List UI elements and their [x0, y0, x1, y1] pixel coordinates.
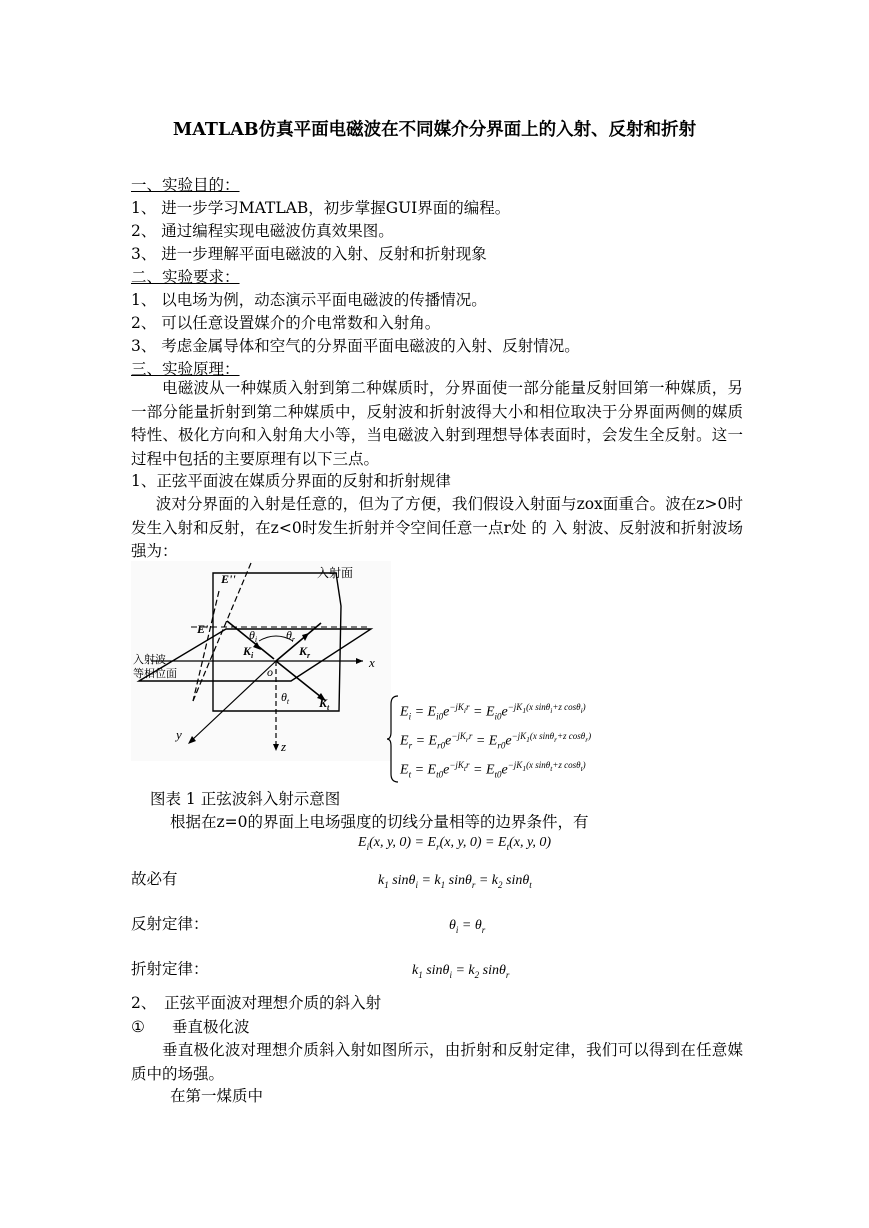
- subsection-1-paragraph: 波对分界面的入射是任意的，但为了方便，我们假设入射面与zox面重合。波在z>0时发生入射和反射，在z<0时发生折射并令空间任意一点r处 的 入 射波、反射波和折射波场强为：: [131, 495, 743, 560]
- svg-text:θr: $\theta_r$: [286, 628, 296, 644]
- label-incidence-plane: 入射面: [317, 566, 354, 580]
- list-item: 3、 考虑金属导体和空气的分界面平面电磁波的入射、反射情况。: [131, 337, 580, 355]
- list-item: 2、 通过编程实现电磁波仿真效果图。: [131, 222, 394, 240]
- page-title: MATLAB仿真平面电磁波在不同媒介分界面上的入射、反射和折射: [172, 120, 697, 140]
- origin-label: o: [267, 665, 273, 679]
- principle-paragraph: 电磁波从一种媒质入射到第二种媒质时，分界面使一部分能量反射回第一种媒质，另一部分能量折射到第二种媒质中，反射波和折射波得大小和相位取决于分界面两侧的媒质特性、极化方向和入射角大小等，当电磁波入射到理想导体表面时，会发生全反射。这一过程中包括的主要原理有以下三点。: [131, 379, 743, 468]
- reflection-law-equation: $\theta_i = \theta_r$: [449, 918, 486, 935]
- section-heading-requirements: 二、实验要求：: [131, 268, 240, 286]
- reflection-law-label: 反射定律：: [131, 915, 209, 933]
- subsection-heading-2: 2、 正弦平面波对理想介质的斜入射: [131, 994, 382, 1012]
- refraction-law-label: 折射定律：: [131, 960, 209, 978]
- svg-text:θi: $\theta_i$: [249, 628, 258, 644]
- equation-incident: $E_i = E_{i0}e^{-jK_ir} = E_{i0}e^{-jK_1(x sin\theta_i+z cos\theta_i)}$: [400, 702, 586, 722]
- svg-text:θt: $\theta_t$: [281, 690, 290, 706]
- subsection-2-paragraph: 垂直极化波对理想介质斜入射如图所示，由折射和反射定律，我们可以得到在任意媒质中的场强。: [131, 1041, 743, 1083]
- phase-matching-equation: $k_1$ $\sin\theta_i = k_1$ $\sin\theta_r = k_2$ sinθ$_t$: [378, 873, 532, 890]
- subsection-heading-1: 1、正弦平面波在媒质分界面的反射和折射规律: [131, 472, 451, 490]
- figure-caption: 图表 1 正弦波斜入射示意图: [150, 790, 341, 808]
- refraction-law-equation: $k_1$ $\sin\theta_i = k_2$ sinθ$_r$: [412, 963, 510, 980]
- svg-text:Kt: $K_t$: [319, 696, 330, 712]
- axis-y-label: y: [176, 727, 182, 742]
- list-item: 1、 以电场为例，动态演示平面电磁波的传播情况。: [131, 291, 487, 309]
- label-e-double-prime: E'': [221, 572, 236, 586]
- equation-reflected: $E_r = E_{r0}e^{-jK_rr} = E_{r0}e^{-jK_1(x sin\theta_r+z cos\theta_r)}$: [400, 731, 592, 751]
- list-item: 3、 进一步理解平面电磁波的入射、反射和折射现象: [131, 245, 487, 263]
- svg-text:Kr: $K_r$: [299, 644, 311, 660]
- subsection-2-item: 垂直极化波: [172, 1018, 250, 1036]
- final-line: 在第一煤质中: [170, 1087, 264, 1105]
- boundary-equation: $E_i(x$, y, $0) = E_r(x$, y, $0) = E_t(x$, y, 0): [358, 835, 552, 852]
- circled-number: ①: [131, 1018, 145, 1036]
- axis-z-label: z: [281, 739, 287, 754]
- label-wavefront-2: 等相位面: [133, 668, 177, 680]
- svg-text:Ki: $K_i$: [243, 644, 254, 660]
- section-heading-objectives: 一、实验目的：: [131, 176, 240, 194]
- section-heading-principle: 三、实验原理：: [131, 360, 240, 378]
- therefore-label: 故必有: [131, 870, 178, 888]
- label-e-prime: E': [197, 622, 209, 636]
- label-wavefront-1: 入射波: [133, 654, 166, 666]
- axis-x-label: x: [369, 655, 375, 670]
- oblique-incidence-figure: [131, 561, 391, 761]
- list-item: 2、 可以任意设置媒介的介电常数和入射角。: [131, 314, 441, 332]
- field-equations: [386, 694, 646, 784]
- equation-transmitted: $E_t = E_{t0}e^{-jK_tr} = E_{t0}e^{-jK_1(x sin\theta_t+z cos\theta_t)}$: [400, 760, 586, 780]
- boundary-intro: 根据在z=0的界面上电场强度的切线分量相等的边界条件，有: [170, 813, 589, 831]
- list-item: 1、 进一步学习MATLAB，初步掌握GUI界面的编程。: [131, 199, 511, 217]
- brace-icon: [386, 694, 400, 784]
